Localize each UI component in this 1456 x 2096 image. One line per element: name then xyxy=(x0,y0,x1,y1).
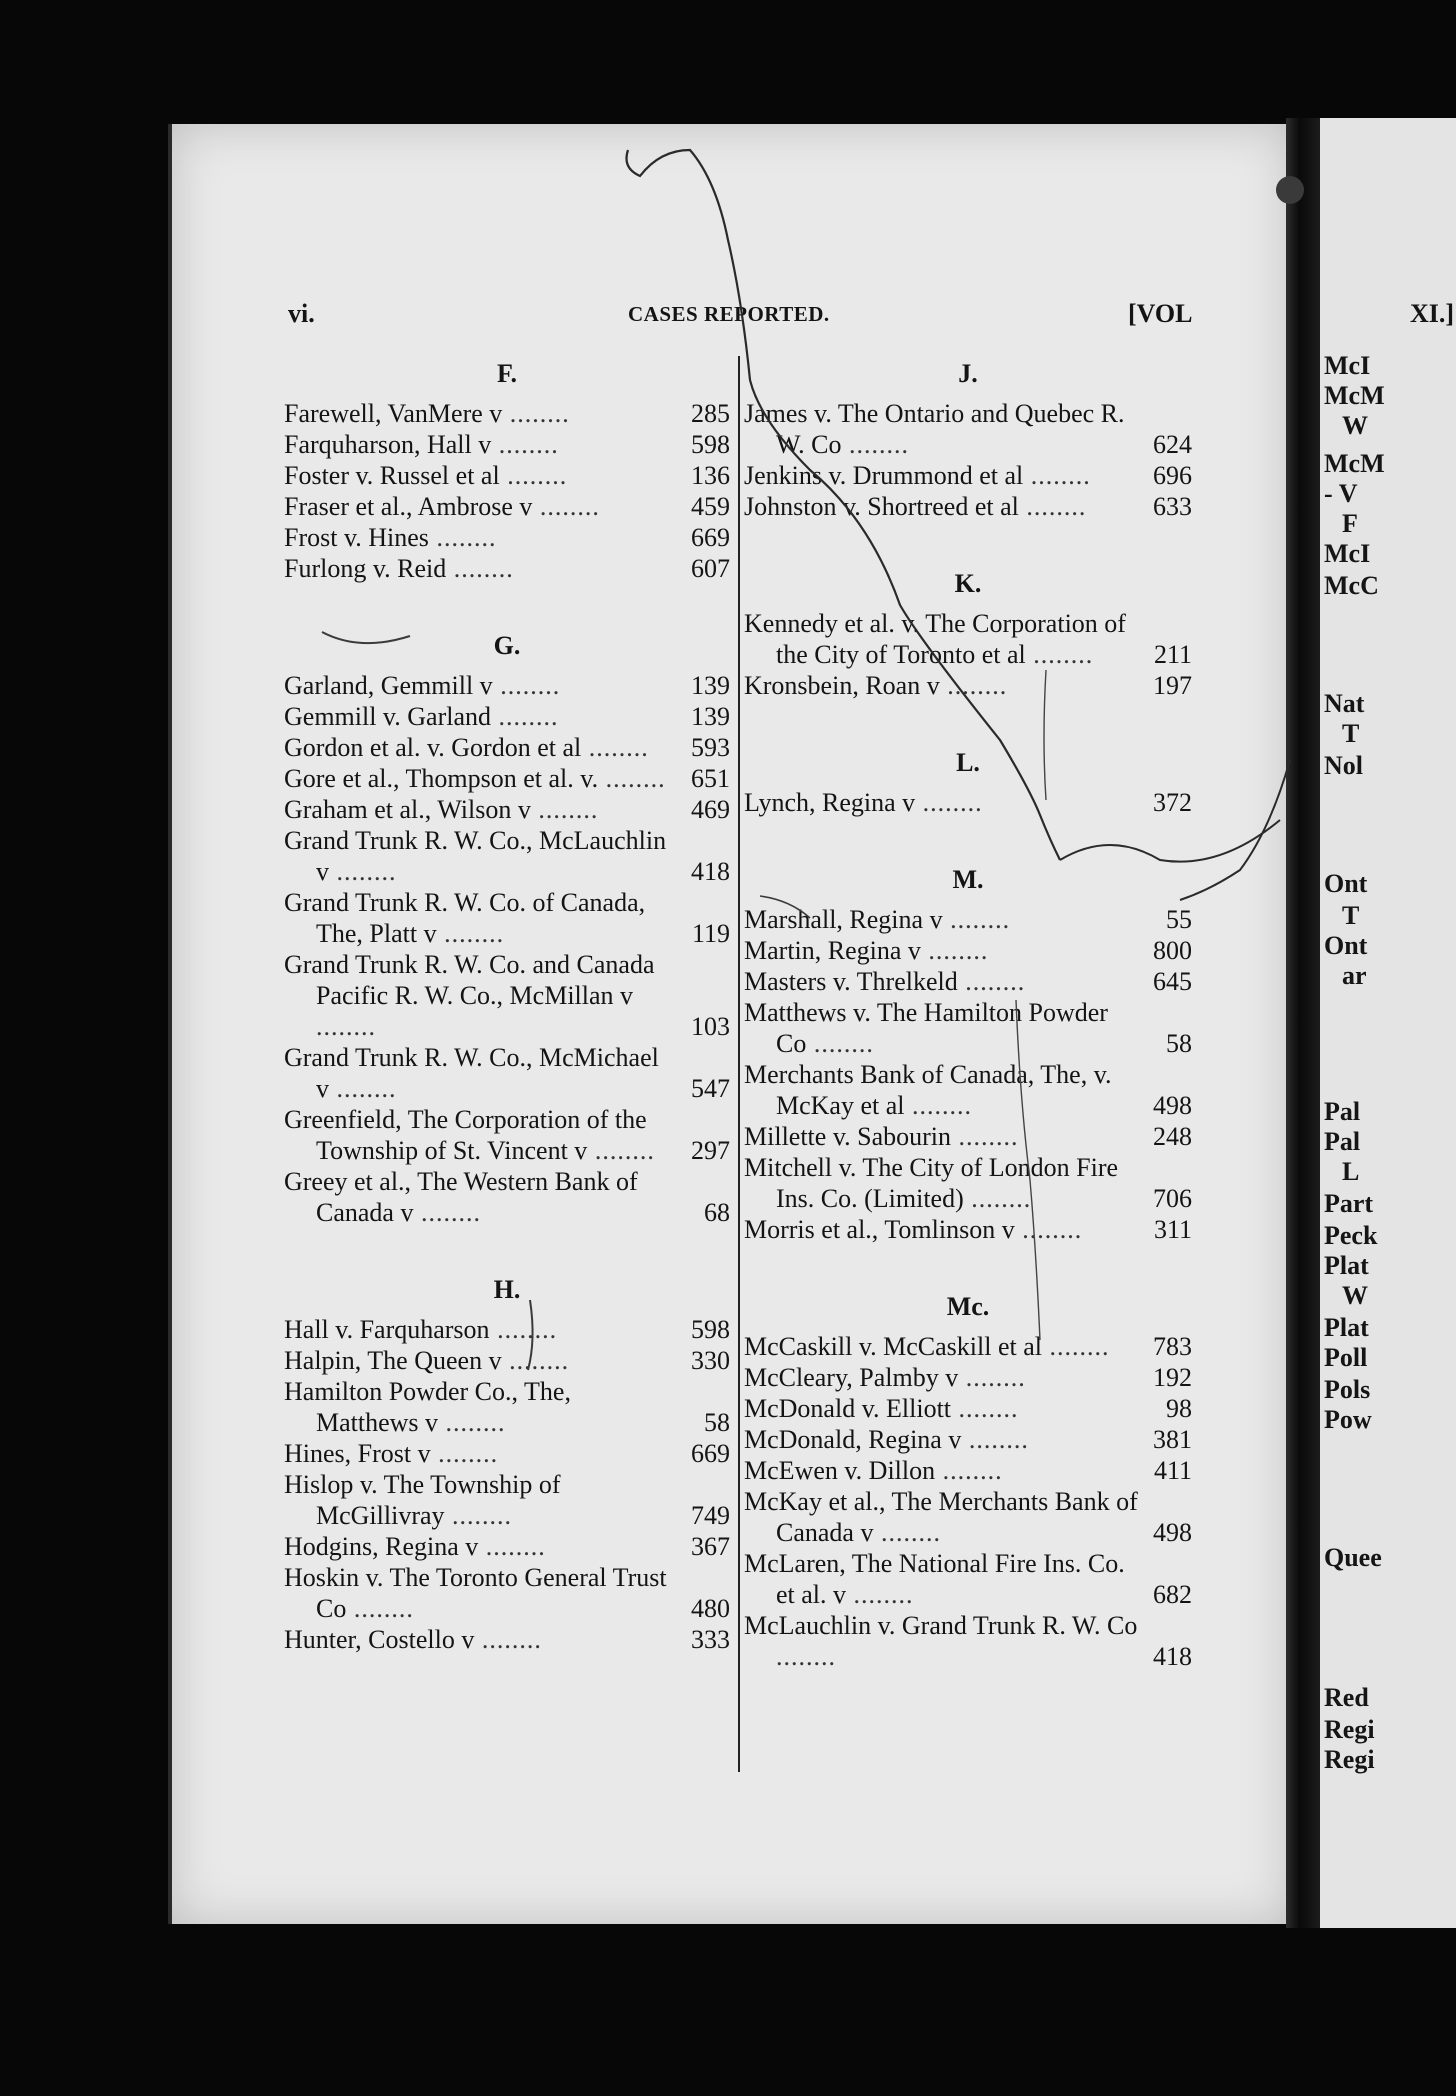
index-section xyxy=(744,350,1192,522)
index-section xyxy=(284,350,730,584)
section-letter: L. xyxy=(956,748,980,777)
section-gap xyxy=(744,522,1192,560)
case-page-number: 593 xyxy=(691,733,730,762)
facing-page xyxy=(1320,118,1456,1928)
leader-dots: ........ xyxy=(942,905,1011,934)
case-name xyxy=(744,1393,1140,1424)
section-gap xyxy=(284,584,730,622)
case-name-text: Grand Trunk R. W. Co., McMichael v xyxy=(284,1043,659,1103)
case-entry xyxy=(284,949,730,1042)
case-name-text: Matthews v. The Hamilton Powder Co xyxy=(744,998,1108,1058)
column-divider xyxy=(738,356,740,1772)
case-name-text: McKay et al., The Merchants Bank of Canada v xyxy=(744,1487,1138,1547)
case-name-text: Kronsbein, Roan v xyxy=(744,671,940,700)
case-name xyxy=(284,1531,678,1562)
leader-dots: ........ xyxy=(841,430,909,459)
case-name-text: Graham et al., Wilson v xyxy=(284,795,531,824)
case-name xyxy=(744,398,1140,460)
leader-dots: ........ xyxy=(346,1594,414,1623)
facing-page-fragment: - V xyxy=(1324,479,1358,508)
leader-dots: ........ xyxy=(873,1518,941,1547)
case-entry xyxy=(744,1214,1192,1245)
case-entry xyxy=(284,1345,730,1376)
index-section xyxy=(744,522,1192,701)
case-name xyxy=(284,949,678,1042)
case-page-number: 103 xyxy=(691,1012,730,1041)
case-entry xyxy=(284,670,730,701)
case-name xyxy=(744,608,1140,670)
leader-dots: ........ xyxy=(963,1184,1032,1213)
right-index-column xyxy=(744,350,1192,1672)
case-name-text: Hamilton Powder Co., The, Matthews v xyxy=(284,1377,571,1437)
case-page-number: 311 xyxy=(1153,1215,1192,1244)
case-name-text: McLauchlin v. Grand Trunk R. W. Co xyxy=(744,1611,1138,1640)
case-entry xyxy=(284,732,730,763)
facing-page-fragment: Pols xyxy=(1324,1375,1371,1404)
case-name xyxy=(284,1469,678,1531)
case-page-number: 669 xyxy=(691,523,730,552)
leader-dots: ........ xyxy=(1018,492,1087,521)
case-entry xyxy=(284,460,730,491)
case-name xyxy=(284,670,678,701)
case-name-text: Halpin, The Queen v xyxy=(284,1346,502,1375)
case-page-number: 211 xyxy=(1153,640,1192,669)
leader-dots: ........ xyxy=(428,523,497,552)
case-page-number: 498 xyxy=(1153,1518,1192,1547)
case-name xyxy=(284,701,678,732)
section-letter: F. xyxy=(497,359,517,388)
case-name xyxy=(744,491,1140,522)
leader-dots: ........ xyxy=(806,1029,874,1058)
case-name xyxy=(744,997,1140,1059)
index-section xyxy=(744,1245,1192,1672)
case-entry xyxy=(284,1042,730,1104)
case-name xyxy=(284,1042,678,1104)
case-page-number: 645 xyxy=(1153,967,1192,996)
case-name-text: Hunter, Costello v xyxy=(284,1625,475,1654)
facing-page-fragment: McM xyxy=(1324,381,1385,410)
leader-dots: ........ xyxy=(329,1074,397,1103)
case-name-text: Farewell, VanMere v xyxy=(284,399,503,428)
case-page-number: 598 xyxy=(691,430,730,459)
case-name-text: Grand Trunk R. W. Co. of Canada, The, Platt v xyxy=(284,888,646,948)
case-page-number: 330 xyxy=(691,1346,730,1375)
case-page-number: 98 xyxy=(1166,1394,1192,1423)
case-page-number: 418 xyxy=(1153,1642,1192,1671)
case-page-number: 418 xyxy=(691,857,730,886)
case-name-text: McEwen v. Dillon xyxy=(744,1456,936,1485)
case-name xyxy=(284,522,678,553)
case-entry xyxy=(284,1562,730,1624)
leader-dots: ........ xyxy=(1014,1215,1083,1244)
facing-page-fragment: L xyxy=(1342,1157,1360,1186)
case-page-number: 58 xyxy=(704,1408,730,1437)
case-entry xyxy=(744,1362,1192,1393)
case-name-text: McDonald, Regina v xyxy=(744,1425,962,1454)
facing-page-fragment: W xyxy=(1342,411,1368,440)
case-page-number: 633 xyxy=(1153,492,1192,521)
case-name xyxy=(284,887,678,949)
case-page-number: 381 xyxy=(1153,1425,1192,1454)
case-name-text: Hislop v. The Township of McGillivray xyxy=(284,1470,561,1530)
leader-dots: ........ xyxy=(951,1394,1019,1423)
leader-dots: ........ xyxy=(961,1425,1029,1454)
case-name-text: McDonald v. Elliott xyxy=(744,1394,952,1423)
case-page-number: 139 xyxy=(691,671,730,700)
volume-label: [VOL xyxy=(1128,299,1193,328)
case-page-number: 459 xyxy=(691,492,730,521)
facing-page-fragment: W xyxy=(1342,1281,1368,1310)
case-name xyxy=(744,1610,1140,1672)
facing-page-fragment: T xyxy=(1342,901,1360,930)
facing-page-fragment: T xyxy=(1342,719,1360,748)
leader-dots: ........ xyxy=(530,795,599,824)
leader-dots: ........ xyxy=(1042,1332,1110,1361)
facing-page-fragment: Pow xyxy=(1324,1405,1372,1434)
case-entry xyxy=(744,1455,1192,1486)
case-page-number: 372 xyxy=(1153,788,1192,817)
case-entry xyxy=(284,1376,730,1438)
case-page-number: 197 xyxy=(1153,671,1192,700)
leader-dots: ........ xyxy=(776,1642,836,1671)
case-entry xyxy=(744,1424,1192,1455)
case-entry xyxy=(744,460,1192,491)
case-page-number: 248 xyxy=(1153,1122,1192,1151)
case-page-number: 607 xyxy=(691,554,730,583)
case-entry xyxy=(284,491,730,522)
case-entry xyxy=(744,398,1192,460)
case-name-text: Johnston v. Shortreed et al xyxy=(744,492,1019,521)
case-name xyxy=(284,553,678,584)
facing-page-fragment: Red xyxy=(1324,1683,1369,1712)
case-page-number: 480 xyxy=(691,1594,730,1623)
case-name-text: James v. The Ontario and Quebec R. W. Co xyxy=(744,399,1125,459)
leader-dots: ........ xyxy=(446,554,514,583)
case-page-number: 783 xyxy=(1153,1332,1192,1361)
leader-dots: ........ xyxy=(957,967,1026,996)
case-name xyxy=(744,1362,1140,1393)
case-name xyxy=(284,794,678,825)
case-name xyxy=(744,1121,1140,1152)
case-name-text: Gordon et al. v. Gordon et al xyxy=(284,733,582,762)
case-page-number: 682 xyxy=(1153,1580,1192,1609)
case-page-number: 297 xyxy=(691,1136,730,1165)
section-gap xyxy=(744,818,1192,856)
case-name xyxy=(284,1104,678,1166)
case-name-text: Frost v. Hines xyxy=(284,523,429,552)
leader-dots: ........ xyxy=(904,1091,973,1120)
case-entry xyxy=(744,904,1192,935)
case-name-text: Marshall, Regina v xyxy=(744,905,943,934)
index-section xyxy=(744,701,1192,818)
case-entry xyxy=(284,1438,730,1469)
facing-page-fragment: Part xyxy=(1324,1189,1374,1218)
section-gap xyxy=(744,701,1192,739)
leader-dots: ........ xyxy=(492,671,561,700)
case-name xyxy=(744,966,1140,997)
case-name xyxy=(744,1331,1140,1362)
case-page-number: 706 xyxy=(1153,1184,1192,1213)
case-name xyxy=(284,1376,678,1438)
facing-page-header: XI.] xyxy=(1410,299,1455,328)
facing-page-fragment: Plat xyxy=(1324,1251,1369,1280)
section-letter: Mc. xyxy=(946,1292,990,1321)
case-entry xyxy=(744,1331,1192,1362)
section-letter: M. xyxy=(952,865,984,894)
case-entry xyxy=(744,787,1192,818)
section-gap xyxy=(284,1228,730,1266)
case-page-number: 749 xyxy=(691,1501,730,1530)
case-entry xyxy=(284,887,730,949)
leader-dots: ........ xyxy=(1023,461,1091,490)
case-name-text: Mitchell v. The City of London Fire Ins. Co. (Limited) xyxy=(744,1153,1119,1213)
leader-dots: ........ xyxy=(329,857,397,886)
case-name xyxy=(284,460,678,491)
case-name xyxy=(744,460,1140,491)
facing-page-fragment: Plat xyxy=(1324,1313,1369,1342)
leader-dots: ........ xyxy=(430,1439,499,1468)
case-entry xyxy=(744,491,1192,522)
facing-page-fragment: Pal xyxy=(1324,1097,1361,1126)
case-entry xyxy=(744,1548,1192,1610)
case-name-text: Farquharson, Hall v xyxy=(284,430,492,459)
case-name-text: McCleary, Palmby v xyxy=(744,1363,959,1392)
case-name xyxy=(744,1152,1140,1214)
case-page-number: 333 xyxy=(691,1625,730,1654)
case-page-number: 598 xyxy=(691,1315,730,1344)
facing-page-fragment: McI xyxy=(1324,351,1371,380)
case-entry xyxy=(744,608,1192,670)
case-name xyxy=(284,1314,678,1345)
case-name-text: Furlong v. Reid xyxy=(284,554,447,583)
case-name xyxy=(744,1548,1140,1610)
case-name-text: McCaskill v. McCaskill et al xyxy=(744,1332,1042,1361)
case-entry xyxy=(284,825,730,887)
case-page-number: 469 xyxy=(691,795,730,824)
leader-dots: ........ xyxy=(502,399,570,428)
case-entry xyxy=(744,1610,1192,1672)
case-entry xyxy=(284,1314,730,1345)
case-entry xyxy=(284,1104,730,1166)
case-entry xyxy=(284,794,730,825)
case-name xyxy=(744,787,1140,818)
leader-dots: ........ xyxy=(474,1625,542,1654)
page-title: CASES REPORTED. xyxy=(628,302,830,326)
leader-dots: ........ xyxy=(598,764,666,793)
case-entry xyxy=(284,522,730,553)
case-page-number: 800 xyxy=(1153,936,1192,965)
case-name-text: Merchants Bank of Canada, The, v. McKay et al xyxy=(744,1060,1112,1120)
facing-page-fragment: Nat xyxy=(1324,689,1365,718)
facing-page-fragment: McC xyxy=(1324,571,1379,600)
leader-dots: ........ xyxy=(587,1136,655,1165)
case-entry xyxy=(284,1531,730,1562)
case-name-text: Hines, Frost v xyxy=(284,1439,431,1468)
case-name-text: Masters v. Threlkeld xyxy=(744,967,958,996)
case-page-number: 285 xyxy=(691,399,730,428)
facing-page-fragment: Poll xyxy=(1324,1343,1368,1372)
leader-dots: ........ xyxy=(958,1363,1026,1392)
leader-dots: ........ xyxy=(951,1122,1019,1151)
case-entry xyxy=(284,763,730,794)
leader-dots: ........ xyxy=(436,919,505,948)
case-page-number: 367 xyxy=(691,1532,730,1561)
leader-dots: ........ xyxy=(501,1346,570,1375)
case-page-number: 55 xyxy=(1166,905,1192,934)
case-name xyxy=(744,1455,1140,1486)
facing-page-fragment: Regi xyxy=(1324,1745,1375,1774)
case-name-text: Greey et al., The Western Bank of Canada v xyxy=(284,1167,638,1227)
case-entry xyxy=(744,1152,1192,1214)
case-entry xyxy=(284,553,730,584)
case-page-number: 547 xyxy=(691,1074,730,1103)
section-letter: G. xyxy=(493,631,521,660)
case-name-text: Hall v. Farquharson xyxy=(284,1315,490,1344)
case-name xyxy=(284,429,678,460)
case-entry xyxy=(744,997,1192,1059)
book-gutter xyxy=(1286,118,1320,1928)
case-page-number: 624 xyxy=(1153,430,1192,459)
leader-dots: ........ xyxy=(499,461,568,490)
case-entry xyxy=(284,1469,730,1531)
case-name xyxy=(744,1424,1140,1455)
case-entry xyxy=(284,701,730,732)
case-name-text: Gemmill v. Garland xyxy=(284,702,491,731)
section-letter: J. xyxy=(958,359,978,388)
case-name-text: Jenkins v. Drummond et al xyxy=(744,461,1024,490)
leader-dots: ........ xyxy=(581,733,649,762)
case-name xyxy=(284,1345,678,1376)
case-page-number: 411 xyxy=(1153,1456,1192,1485)
facing-page-fragment: McI xyxy=(1324,539,1371,568)
page-number-label: vi. xyxy=(288,299,315,328)
leader-dots: ........ xyxy=(915,788,983,817)
case-name xyxy=(284,491,678,522)
case-page-number: 498 xyxy=(1153,1091,1192,1120)
leader-dots: ........ xyxy=(1025,640,1094,669)
index-section xyxy=(284,1228,730,1655)
leader-dots: ........ xyxy=(846,1580,914,1609)
case-name xyxy=(284,1562,678,1624)
case-name-text: Hodgins, Regina v xyxy=(284,1532,479,1561)
case-entry xyxy=(744,1486,1192,1548)
case-name-text: Grand Trunk R. W. Co., McLauchlin v xyxy=(284,826,667,886)
case-name xyxy=(744,1214,1140,1245)
section-letter: H. xyxy=(493,1275,521,1304)
case-page-number: 669 xyxy=(691,1439,730,1468)
case-entry xyxy=(744,1121,1192,1152)
case-name xyxy=(744,670,1140,701)
case-entry xyxy=(284,429,730,460)
left-index-column xyxy=(284,350,730,1655)
case-entry xyxy=(744,670,1192,701)
case-name xyxy=(284,763,678,794)
case-name-text: Fraser et al., Ambrose v xyxy=(284,492,533,521)
case-name-text: Foster v. Russel et al xyxy=(284,461,500,490)
case-page-number: 58 xyxy=(1166,1029,1192,1058)
section-letter: K. xyxy=(954,569,982,598)
case-name-text: Garland, Gemmill v xyxy=(284,671,493,700)
case-page-number: 696 xyxy=(1153,461,1192,490)
facing-page-fragment: ar xyxy=(1342,961,1367,990)
case-page-number: 139 xyxy=(691,702,730,731)
case-entry xyxy=(744,935,1192,966)
leader-dots: ........ xyxy=(438,1408,506,1437)
case-name-text: Martin, Regina v xyxy=(744,936,921,965)
case-entry xyxy=(284,1624,730,1655)
leader-dots: ........ xyxy=(939,671,1008,700)
case-entry xyxy=(284,398,730,429)
case-page-number: 651 xyxy=(691,764,730,793)
case-name-text: Kennedy et al. v. The Corporation of the City of Toronto et al xyxy=(744,609,1126,669)
case-name-text: Gore et al., Thompson et al. v. xyxy=(284,764,599,793)
index-section xyxy=(744,818,1192,1245)
case-page-number: 192 xyxy=(1153,1363,1192,1392)
case-name xyxy=(744,1059,1140,1121)
leader-dots: ........ xyxy=(490,702,559,731)
case-name-text: Hoskin v. The Toronto General Trust Co xyxy=(284,1563,667,1623)
leader-dots: ........ xyxy=(316,1012,376,1041)
leader-dots: ........ xyxy=(935,1456,1003,1485)
facing-page-fragment: Pal xyxy=(1324,1127,1361,1156)
case-name-text: Millette v. Sabourin xyxy=(744,1122,952,1151)
section-gap xyxy=(744,1245,1192,1283)
facing-page-fragment: Peck xyxy=(1324,1221,1378,1250)
case-name-text: McLaren, The National Fire Ins. Co. et al. v xyxy=(744,1549,1125,1609)
facing-page-fragment: Ont xyxy=(1324,931,1368,960)
case-name xyxy=(284,1438,678,1469)
case-name xyxy=(284,825,678,887)
facing-page-fragment: Quee xyxy=(1324,1543,1382,1572)
case-entry xyxy=(744,1059,1192,1121)
case-name xyxy=(284,398,678,429)
case-name xyxy=(744,1486,1140,1548)
facing-page-fragment: McM xyxy=(1324,449,1385,478)
facing-page-fragment: Nol xyxy=(1324,751,1363,780)
case-name xyxy=(284,732,678,763)
leader-dots: ........ xyxy=(491,430,559,459)
index-section xyxy=(284,584,730,1228)
case-name-text: Greenfield, The Corporation of the Township of St. Vincent v xyxy=(284,1105,647,1165)
case-name-text: Grand Trunk R. W. Co. and Canada Pacific R. W. Co., McMillan v xyxy=(284,950,655,1010)
leader-dots: ........ xyxy=(920,936,989,965)
facing-page-fragment: Regi xyxy=(1324,1715,1375,1744)
leader-dots: ........ xyxy=(489,1315,558,1344)
case-name-text: Morris et al., Tomlinson v xyxy=(744,1215,1015,1244)
case-entry xyxy=(284,1166,730,1228)
leader-dots: ........ xyxy=(532,492,600,521)
leader-dots: ........ xyxy=(478,1532,546,1561)
facing-page-fragment: F xyxy=(1342,509,1358,538)
facing-page-fragment: Ont xyxy=(1324,869,1368,898)
leader-dots: ........ xyxy=(413,1198,481,1227)
case-entry xyxy=(744,966,1192,997)
case-name xyxy=(284,1624,678,1655)
case-name xyxy=(744,904,1140,935)
case-name xyxy=(744,935,1140,966)
case-entry xyxy=(744,1393,1192,1424)
case-page-number: 119 xyxy=(691,919,730,948)
case-page-number: 68 xyxy=(704,1198,730,1227)
case-page-number: 136 xyxy=(691,461,730,490)
case-name xyxy=(284,1166,678,1228)
case-name-text: Lynch, Regina v xyxy=(744,788,916,817)
leader-dots: ........ xyxy=(444,1501,513,1530)
